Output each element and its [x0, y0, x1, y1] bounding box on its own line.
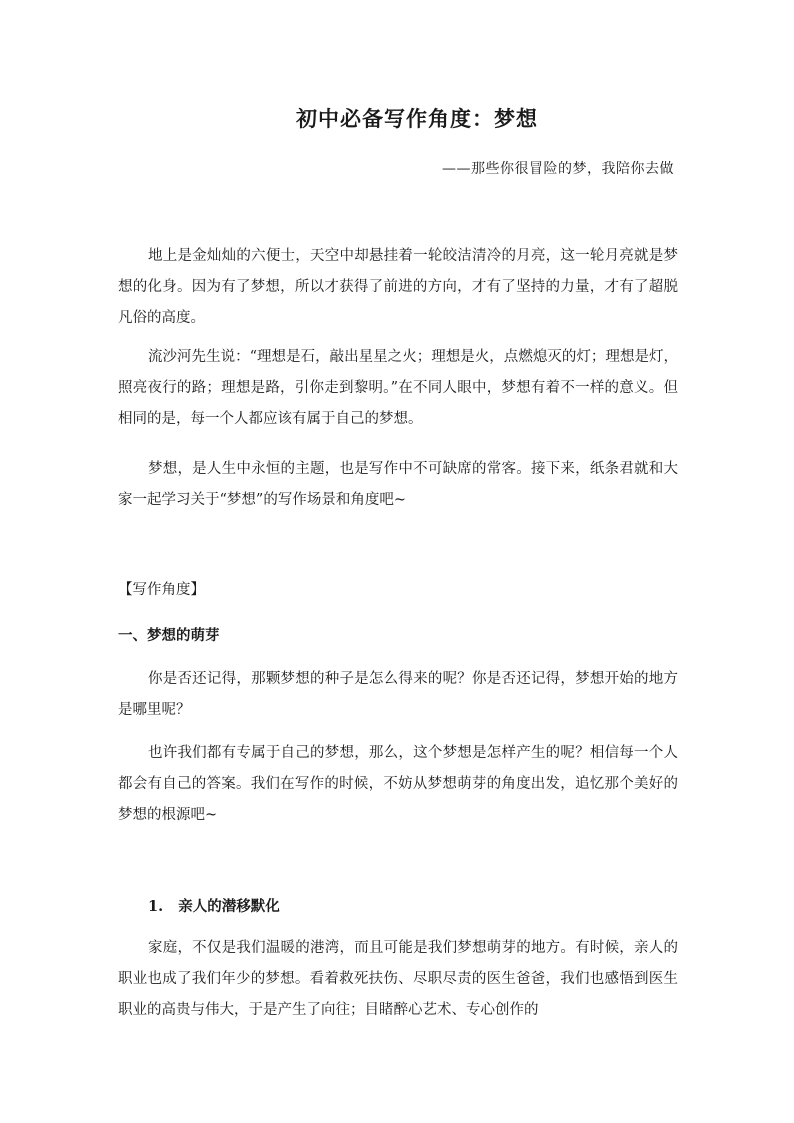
page-subtitle: ——那些你很冒险的梦，我陪你去做 [442, 161, 674, 177]
subsection1-paragraph: 家庭，不仅是我们温暖的港湾，而且可能是我们梦想萌芽的地方。有时候，亲人的职业也成了我们年少的梦想。看着救死扶伤、尽职尽责的医生爸爸，我们也感悟到医生职业的高贵与伟大，于是产生了向往；目睹醉心艺术、专心创作的 [118, 940, 678, 1018]
section1-paragraph-2: 也许我们都有专属于自己的梦想，那么，这个梦想是怎样产生的呢？相信每一个人都会有自己的答案。我们在写作的时候，不妨从梦想萌芽的角度出发，追忆那个美好的梦想的根源吧~ [118, 745, 678, 823]
page-title: 初中必备写作角度：梦想 [296, 106, 538, 131]
section-label: 【写作角度】 [118, 582, 205, 598]
intro-paragraph-1: 地上是金灿灿的六便士，天空中却悬挂着一轮皎洁清冷的月亮，这一轮月亮就是梦想的化身。因为有了梦想，所以才获得了前进的方向，才有了坚持的力量，才有了超脱凡俗的高度。 [118, 248, 678, 326]
subsection-heading-1: 1. 亲人的潜移默化 [148, 898, 280, 915]
intro-paragraph-2: 流沙河先生说：“理想是石，敲出星星之火；理想是火，点燃熄灭的灯；理想是灯，照亮夜行的路；理想是路，引你走到黎明。”在不同人眼中，梦想有着不一样的意义。但相同的是，每一个人都应该有属于自己的梦想。 [118, 349, 678, 427]
section1-paragraph-1: 你是否还记得，那颗梦想的种子是怎么得来的呢？你是否还记得，梦想开始的地方是哪里呢？ [118, 671, 678, 718]
intro-paragraph-3: 梦想，是人生中永恒的主题，也是写作中不可缺席的常客。接下来，纸条君就和大家一起学习关于“梦想”的写作场景和角度吧~ [118, 461, 678, 508]
section-heading-1: 一、梦想的萌芽 [118, 627, 220, 644]
